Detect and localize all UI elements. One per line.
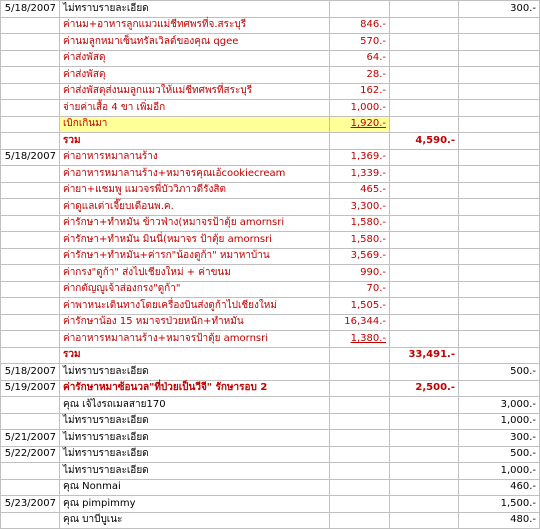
amount-cell[interactable] [330,430,390,447]
date-cell[interactable]: 5/18/2007 [1,1,60,18]
income-cell[interactable] [459,298,540,315]
table-row [1,380,540,397]
table-row [1,248,540,265]
table-row [1,133,540,150]
date-cell[interactable] [1,199,60,216]
amount-cell[interactable]: 570.- [330,34,390,51]
amount-cell[interactable] [330,413,390,430]
income-cell[interactable]: 500.- [459,446,540,463]
amount-cell[interactable]: 3,300.- [330,199,390,216]
table-row [1,512,540,529]
date-cell[interactable] [1,463,60,480]
income-cell[interactable]: 3,000.- [459,397,540,414]
income-cell[interactable] [459,199,540,216]
description-cell[interactable]: ค่านม+อาหารลูกแมวแม่ชีทศพรที่จ.สระบุรี [60,17,330,34]
date-cell[interactable] [1,50,60,67]
date-cell[interactable] [1,347,60,364]
income-cell[interactable]: 480.- [459,512,540,529]
amount-cell[interactable]: 465.- [330,182,390,199]
description-cell[interactable]: ค่ารักษา+ทำหมัน ข้าวฟ่าง(หมาจรป้าตุ้ย amornsri [60,215,330,232]
date-cell[interactable] [1,413,60,430]
date-cell[interactable] [1,232,60,249]
amount-cell[interactable]: 1,369.- [330,149,390,166]
description-cell[interactable]: ค่าส่งพัสดุส่งนมลูกแมวให้แม่ชีทศพรที่สระบุรี [60,83,330,100]
subtotal-cell[interactable] [390,364,459,381]
amount-cell[interactable]: 1,920.- [330,116,390,133]
description-cell[interactable]: ไม่ทราบรายละเอียด [60,413,330,430]
description-cell[interactable]: รวม [60,133,330,150]
subtotal-cell[interactable] [390,34,459,51]
subtotal-cell[interactable] [390,182,459,199]
amount-cell[interactable] [330,479,390,496]
table-row [1,100,540,117]
table-row [1,232,540,249]
table-row [1,479,540,496]
amount-cell[interactable] [330,380,390,397]
description-cell[interactable]: ไม่ทราบรายละเอียด [60,364,330,381]
subtotal-cell[interactable] [390,512,459,529]
amount-cell[interactable]: 70.- [330,281,390,298]
amount-cell[interactable]: 64.- [330,50,390,67]
table-row [1,83,540,100]
income-cell[interactable] [459,149,540,166]
table-row [1,413,540,430]
date-cell[interactable] [1,83,60,100]
table-row [1,430,540,447]
description-cell[interactable]: ค่ากตัญญูเจ้าส่องกรง"ดูก้า" [60,281,330,298]
income-cell[interactable] [459,17,540,34]
table-row [1,166,540,183]
amount-cell[interactable]: 1,380.- [330,331,390,348]
date-cell[interactable]: 5/18/2007 [1,364,60,381]
amount-cell[interactable]: 1,580.- [330,215,390,232]
amount-cell[interactable] [330,446,390,463]
subtotal-cell[interactable] [390,331,459,348]
description-cell[interactable]: ไม่ทราบรายละเอียด [60,1,330,18]
income-cell[interactable] [459,83,540,100]
subtotal-cell[interactable] [390,215,459,232]
table-row [1,331,540,348]
income-cell[interactable] [459,380,540,397]
subtotal-cell[interactable]: 4,590.- [390,133,459,150]
income-cell[interactable] [459,281,540,298]
table-row [1,182,540,199]
date-cell[interactable] [1,133,60,150]
description-cell[interactable]: ค่าอาหารหมาลานร้าง [60,149,330,166]
income-cell[interactable]: 1,500.- [459,496,540,513]
description-cell[interactable]: ค่ารักษาน้อง 15 หมาจรป่วยหนัก+ทำหมัน [60,314,330,331]
income-cell[interactable] [459,331,540,348]
description-cell[interactable]: ค่ายา+แชมพู แมวจรพี่บัววิภาวดีรังสิต [60,182,330,199]
table-row [1,314,540,331]
date-cell[interactable] [1,281,60,298]
date-cell[interactable]: 5/21/2007 [1,430,60,447]
description-cell[interactable]: คุณ บาบีบูเนะ [60,512,330,529]
date-cell[interactable] [1,34,60,51]
description-cell[interactable]: ค่าส่งพัสดุ [60,50,330,67]
description-cell[interactable]: ค่าอาหารหมาลานร้าง+หมาจรป้าตุ้ย amornsri [60,331,330,348]
subtotal-cell[interactable] [390,199,459,216]
subtotal-cell[interactable]: 33,491.- [390,347,459,364]
table-row [1,17,540,34]
description-cell[interactable]: ค่าดูแลเต่าเจี๊ยบเดือนพ.ค. [60,199,330,216]
description-cell[interactable]: ไม่ทราบรายละเอียด [60,430,330,447]
subtotal-cell[interactable] [390,430,459,447]
income-cell[interactable] [459,133,540,150]
subtotal-cell[interactable] [390,314,459,331]
table-row [1,199,540,216]
amount-cell[interactable] [330,364,390,381]
income-cell[interactable] [459,265,540,282]
table-row [1,215,540,232]
date-cell[interactable] [1,298,60,315]
subtotal-cell[interactable] [390,281,459,298]
description-cell[interactable]: ค่ารักษาหมาซ้อนวล"ที่ป่วยเป็นวีจี" รักษารอบ 2 [60,380,330,397]
description-cell[interactable]: ค่ารักษา+ทำหมัน มินนี่(หมาจร ป้าตุ้ย amornsri [60,232,330,249]
description-cell[interactable]: คุณ เจ้ไงรถเมลสาย170 [60,397,330,414]
income-cell[interactable] [459,50,540,67]
subtotal-cell[interactable] [390,67,459,84]
description-cell[interactable]: คุณ pimpimmy [60,496,330,513]
table-row [1,34,540,51]
date-cell[interactable] [1,166,60,183]
subtotal-cell[interactable] [390,149,459,166]
subtotal-cell[interactable] [390,463,459,480]
description-cell[interactable]: ไม่ทราบรายละเอียด [60,446,330,463]
amount-cell[interactable]: 16,344.- [330,314,390,331]
date-cell[interactable] [1,331,60,348]
table-row [1,463,540,480]
date-cell[interactable]: 5/22/2007 [1,446,60,463]
table-row [1,364,540,381]
amount-cell[interactable]: 162.- [330,83,390,100]
subtotal-cell[interactable]: 2,500.- [390,380,459,397]
table-row [1,496,540,513]
table-row [1,1,540,18]
income-cell[interactable]: 300.- [459,430,540,447]
date-cell[interactable] [1,116,60,133]
description-cell[interactable]: ค่านมลูกหมาเซ็นทรัลเวิลด์ของคุณ qgee [60,34,330,51]
subtotal-cell[interactable] [390,1,459,18]
table-row [1,347,540,364]
amount-cell[interactable] [330,1,390,18]
subtotal-cell[interactable] [390,17,459,34]
date-cell[interactable] [1,67,60,84]
amount-cell[interactable] [330,397,390,414]
amount-cell[interactable] [330,133,390,150]
amount-cell[interactable]: 1,505.- [330,298,390,315]
income-cell[interactable]: 300.- [459,1,540,18]
income-cell[interactable] [459,116,540,133]
subtotal-cell[interactable] [390,50,459,67]
date-cell[interactable] [1,314,60,331]
description-cell[interactable]: ค่าพาหนะเดินทางโดยเครื่องบินส่งดูก้าไปเชียงใหม่ [60,298,330,315]
date-cell[interactable] [1,100,60,117]
income-cell[interactable] [459,182,540,199]
description-cell[interactable]: จ่ายค่าเสื้อ 4 ขา เพิ่มอีก [60,100,330,117]
table-row [1,67,540,84]
date-cell[interactable]: 5/23/2007 [1,496,60,513]
table-row [1,149,540,166]
subtotal-cell[interactable] [390,479,459,496]
date-cell[interactable] [1,479,60,496]
income-cell[interactable] [459,248,540,265]
income-cell[interactable]: 1,000.- [459,463,540,480]
subtotal-cell[interactable] [390,166,459,183]
amount-cell[interactable] [330,496,390,513]
income-cell[interactable] [459,67,540,84]
description-cell[interactable]: ค่ารักษา+ทำหมัน+ค่ารก"น้องดูก้า" หมาหาบ้าน [60,248,330,265]
income-cell[interactable] [459,232,540,249]
subtotal-cell[interactable] [390,496,459,513]
income-cell[interactable] [459,100,540,117]
income-cell[interactable]: 460.- [459,479,540,496]
income-cell[interactable]: 1,000.- [459,413,540,430]
date-cell[interactable] [1,512,60,529]
table-row [1,446,540,463]
description-cell[interactable]: รวม [60,347,330,364]
income-cell[interactable] [459,347,540,364]
description-cell[interactable]: ค่าอาหารหมาลานร้าง+หมาจรคุณเอ้cookiecream [60,166,330,183]
amount-cell[interactable]: 3,569.- [330,248,390,265]
table-row [1,50,540,67]
income-cell[interactable] [459,314,540,331]
income-cell[interactable] [459,215,540,232]
amount-cell[interactable]: 846.- [330,17,390,34]
amount-cell[interactable]: 28.- [330,67,390,84]
income-cell[interactable] [459,34,540,51]
subtotal-cell[interactable] [390,100,459,117]
amount-cell[interactable]: 990.- [330,265,390,282]
table-row [1,265,540,282]
subtotal-cell[interactable] [390,265,459,282]
amount-cell[interactable]: 1,339.- [330,166,390,183]
amount-cell[interactable] [330,463,390,480]
subtotal-cell[interactable] [390,116,459,133]
subtotal-cell[interactable] [390,413,459,430]
description-cell[interactable]: เบิกเกินมา [60,116,330,133]
date-cell[interactable] [1,182,60,199]
table-row [1,298,540,315]
subtotal-cell[interactable] [390,248,459,265]
date-cell[interactable] [1,265,60,282]
income-cell[interactable]: 500.- [459,364,540,381]
income-cell[interactable] [459,166,540,183]
amount-cell[interactable] [330,347,390,364]
amount-cell[interactable]: 1,000.- [330,100,390,117]
table-row [1,281,540,298]
date-cell[interactable] [1,17,60,34]
date-cell[interactable] [1,397,60,414]
date-cell[interactable] [1,215,60,232]
table-row [1,116,540,133]
amount-cell[interactable] [330,512,390,529]
table-row [1,397,540,414]
description-cell[interactable]: ค่าส่งพัสดุ [60,67,330,84]
subtotal-cell[interactable] [390,446,459,463]
subtotal-cell[interactable] [390,83,459,100]
date-cell[interactable]: 5/18/2007 [1,149,60,166]
subtotal-cell[interactable] [390,298,459,315]
date-cell[interactable] [1,248,60,265]
date-cell[interactable]: 5/19/2007 [1,380,60,397]
description-cell[interactable]: คุณ Nonmai [60,479,330,496]
description-cell[interactable]: ค่ากรง"ดูก้า" ส่งไปเชียงใหม่ + ค่าขนม [60,265,330,282]
amount-cell[interactable]: 1,580.- [330,232,390,249]
subtotal-cell[interactable] [390,397,459,414]
subtotal-cell[interactable] [390,232,459,249]
description-cell[interactable]: ไม่ทราบรายละเอียด [60,463,330,480]
